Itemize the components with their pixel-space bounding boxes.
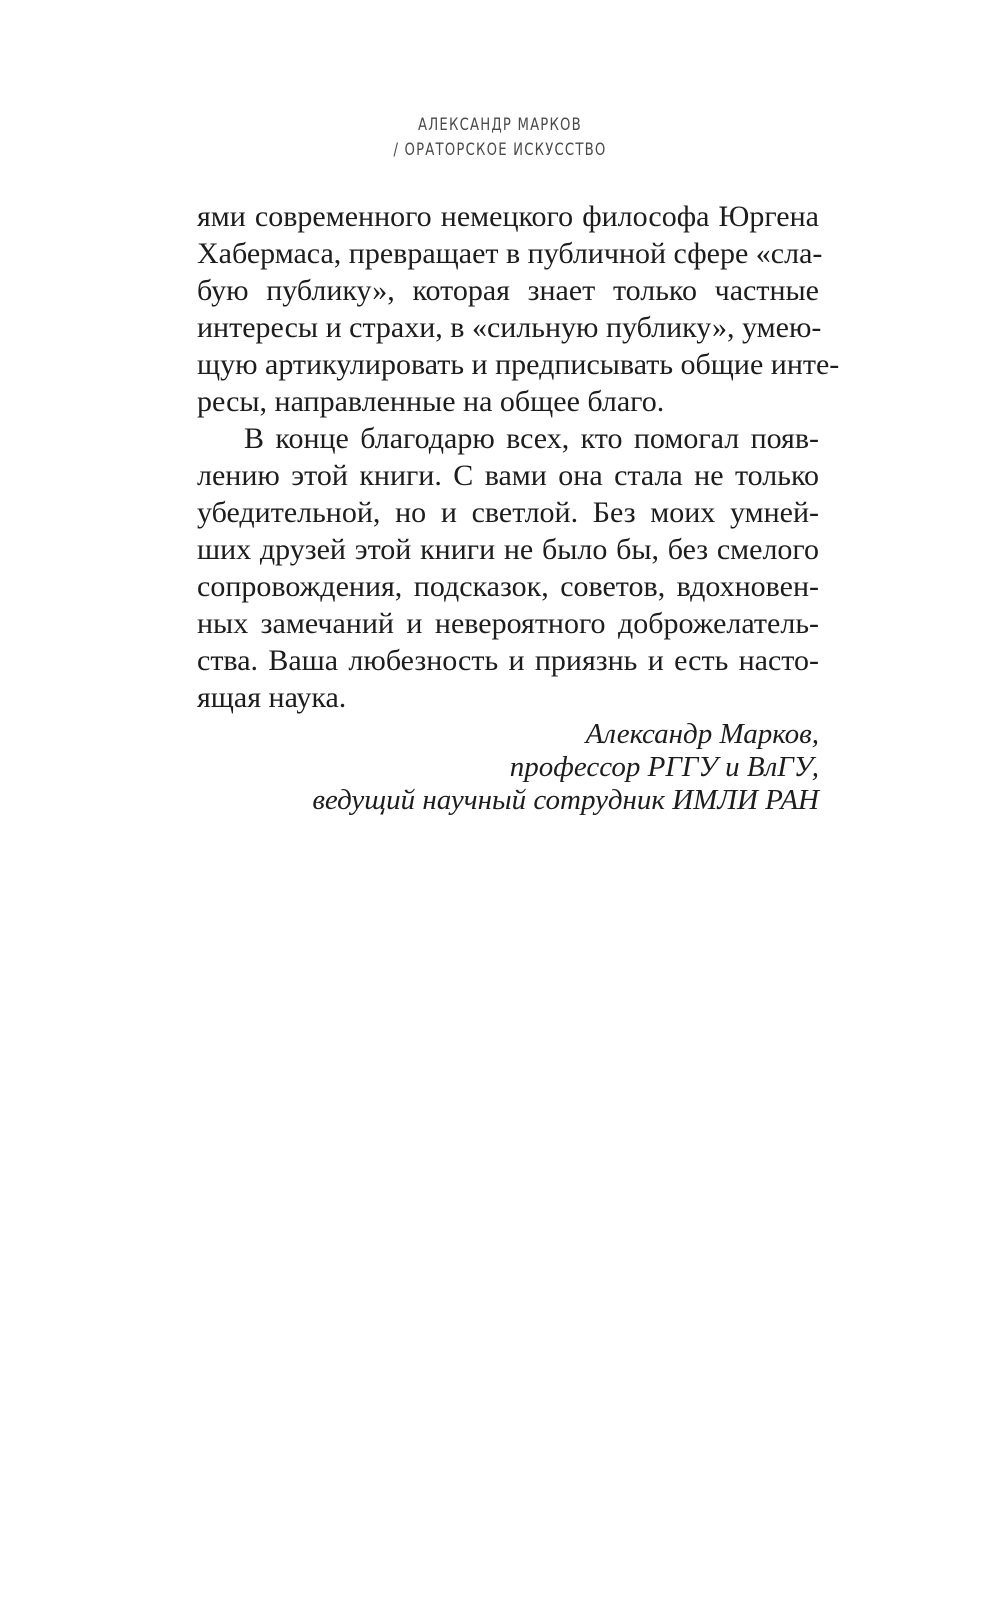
text-line: ных замечаний и невероятного доброжелатель- [197, 607, 819, 640]
text-line: В конце благодарю всех, кто помогал появ- [244, 422, 819, 455]
text-line: ями современного немецкого философа Юргена [197, 200, 819, 233]
paragraph-2 [197, 420, 819, 716]
text-line: Хабермаса, превращает в публичной сфере «сла- [197, 237, 823, 270]
signature [197, 718, 819, 817]
signature-position: профессор РГГУ и ВлГУ, [509, 751, 819, 783]
text-line: бую публику», которая знает только частные [197, 274, 819, 307]
body-text [197, 198, 840, 716]
text-line: сопровождения, подсказок, советов, вдохновен- [197, 570, 819, 603]
text-line: ших друзей этой книги не было бы, без смелого [197, 533, 819, 566]
signature-name: Александр Марков, [585, 718, 819, 750]
running-head-author: АЛЕКСАНДР МАРКОВ [418, 115, 582, 135]
text-line: интересы и страхи, в «сильную публику», умею- [197, 311, 822, 344]
text-line: ства. Ваша любезность и приязнь и есть насто- [197, 644, 819, 677]
text-line: щую артикулировать и предписывать общие инте- [197, 348, 840, 381]
signature-position: ведущий научный сотрудник ИМЛИ РАН [312, 784, 819, 816]
text-line: убедительной, но и светлой. Без моих умней- [197, 496, 819, 529]
running-head [110, 113, 890, 163]
paragraph-1 [197, 198, 840, 420]
text-line: ресы, направленные на общее благо. [197, 385, 665, 418]
text-line: лению этой книги. С вами она стала не только [197, 459, 819, 492]
running-head-title: / ОРАТОРСКОЕ ИСКУССТВО [393, 140, 607, 160]
text-line: ящая наука. [197, 681, 347, 714]
